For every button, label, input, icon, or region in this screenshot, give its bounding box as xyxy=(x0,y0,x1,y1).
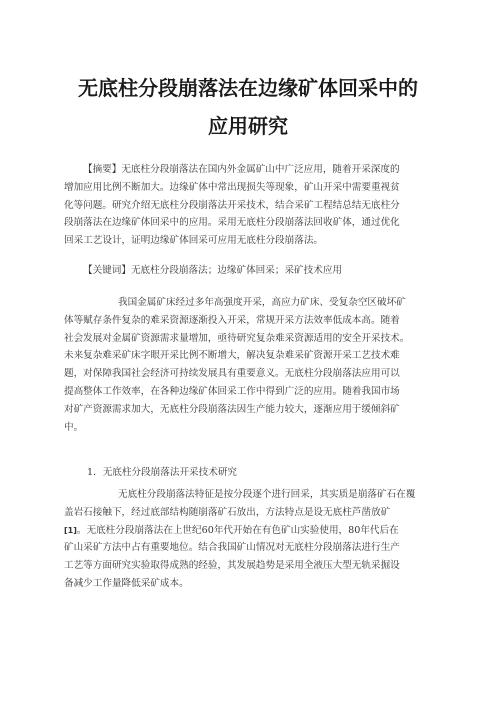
abstract-line: 化等问题。研究介绍无底柱分段崩落法开采技术，结合采矿工程结总结无底柱分 xyxy=(64,199,400,211)
abstract-line: 增加应用比例不断加大。边缘矿体中常出现损失等现象，矿山开采中需要重视贫 xyxy=(64,181,400,193)
intro-paragraph xyxy=(64,294,436,436)
abstract xyxy=(64,161,436,250)
paragraph-line: 我国金属矿床经过多年高强度开采，高应力矿床、受复杂空区破坏矿 xyxy=(118,297,406,308)
abstract-line: 段崩落法在边缘矿体回采中的应用。采用无底柱分段崩落法回收矿体，通过优化 xyxy=(64,217,400,229)
paragraph-line: 提高整体工作效率，在各种边缘矿体回采工作中得到广泛的应用。随着我国市场 xyxy=(64,385,400,397)
paragraph-text: 。无底柱分段崩落法在上世纪60年代开始在有色矿山实验使用，80年代后在 xyxy=(76,524,399,536)
section-heading: 1．无底柱分段崩落法开采技术研究 xyxy=(87,467,238,478)
paragraph-line: 体等赋存条件复杂的难采资源逐渐投入开采，常规开采方法效率低成本高。随着 xyxy=(64,314,400,326)
paper-title-line-2: 应用研究 xyxy=(208,114,288,138)
keywords-line: 【关键词】无底柱分段崩落法；边缘矿体回采；采矿技术应用 xyxy=(83,265,343,276)
paragraph-line: 中。 xyxy=(64,421,84,433)
paragraph-line: 矿山采矿方法中占有重要地位。结合我国矿山情况对无底柱分段崩落法进行生产 xyxy=(64,542,400,554)
paragraph-line: 未来复杂难采矿床字眼开采比例不断增大，解决复杂难采矿资源开采工艺技术难 xyxy=(64,350,400,362)
reference-mark: [1] xyxy=(64,525,77,535)
paragraph-line: 无底柱分段崩落法特征是按分段逐个进行回采，其实质是崩落矿石在覆 xyxy=(118,489,416,500)
paragraph-line: 对矿产资源需求加大，无底柱分段崩落法因生产能力较大，逐渐应用于缓倾斜矿 xyxy=(64,403,400,415)
paragraph-line: 题，对保障我国社会经济可持续发展具有重要意义。无底柱分段崩落法应用可以 xyxy=(64,368,400,380)
keywords xyxy=(64,262,436,280)
paragraph-line: 社会发展对金属矿资源需求量增加，亟待研究复杂难采资源适用的安全开采技术。 xyxy=(64,332,410,344)
paragraph-line xyxy=(64,522,436,540)
abstract-line: 【摘要】无底柱分段崩落法在国内外金属矿山中广泛应用，随着开采深度的 xyxy=(83,164,400,175)
paragraph-line: 盖岩石接触下，经过底部结构随崩落矿石放出，方法特点是设无底柱芦凿放矿 xyxy=(64,506,391,518)
paper-title-line-1: 无底柱分段崩落法在边缘矿体回采中的 xyxy=(78,76,418,100)
abstract-line: 回采工艺设计，证明边缘矿体回采可应用无底柱分段崩落法。 xyxy=(64,235,324,247)
paragraph-line: 工艺等方面研究实验取得成熟的经验，其发展趋势是采用全液压大型无轨采掘设 xyxy=(64,560,400,572)
paragraph-line: 备减少工作量降低采矿成本。 xyxy=(64,577,189,589)
section-1-paragraph xyxy=(64,486,436,593)
